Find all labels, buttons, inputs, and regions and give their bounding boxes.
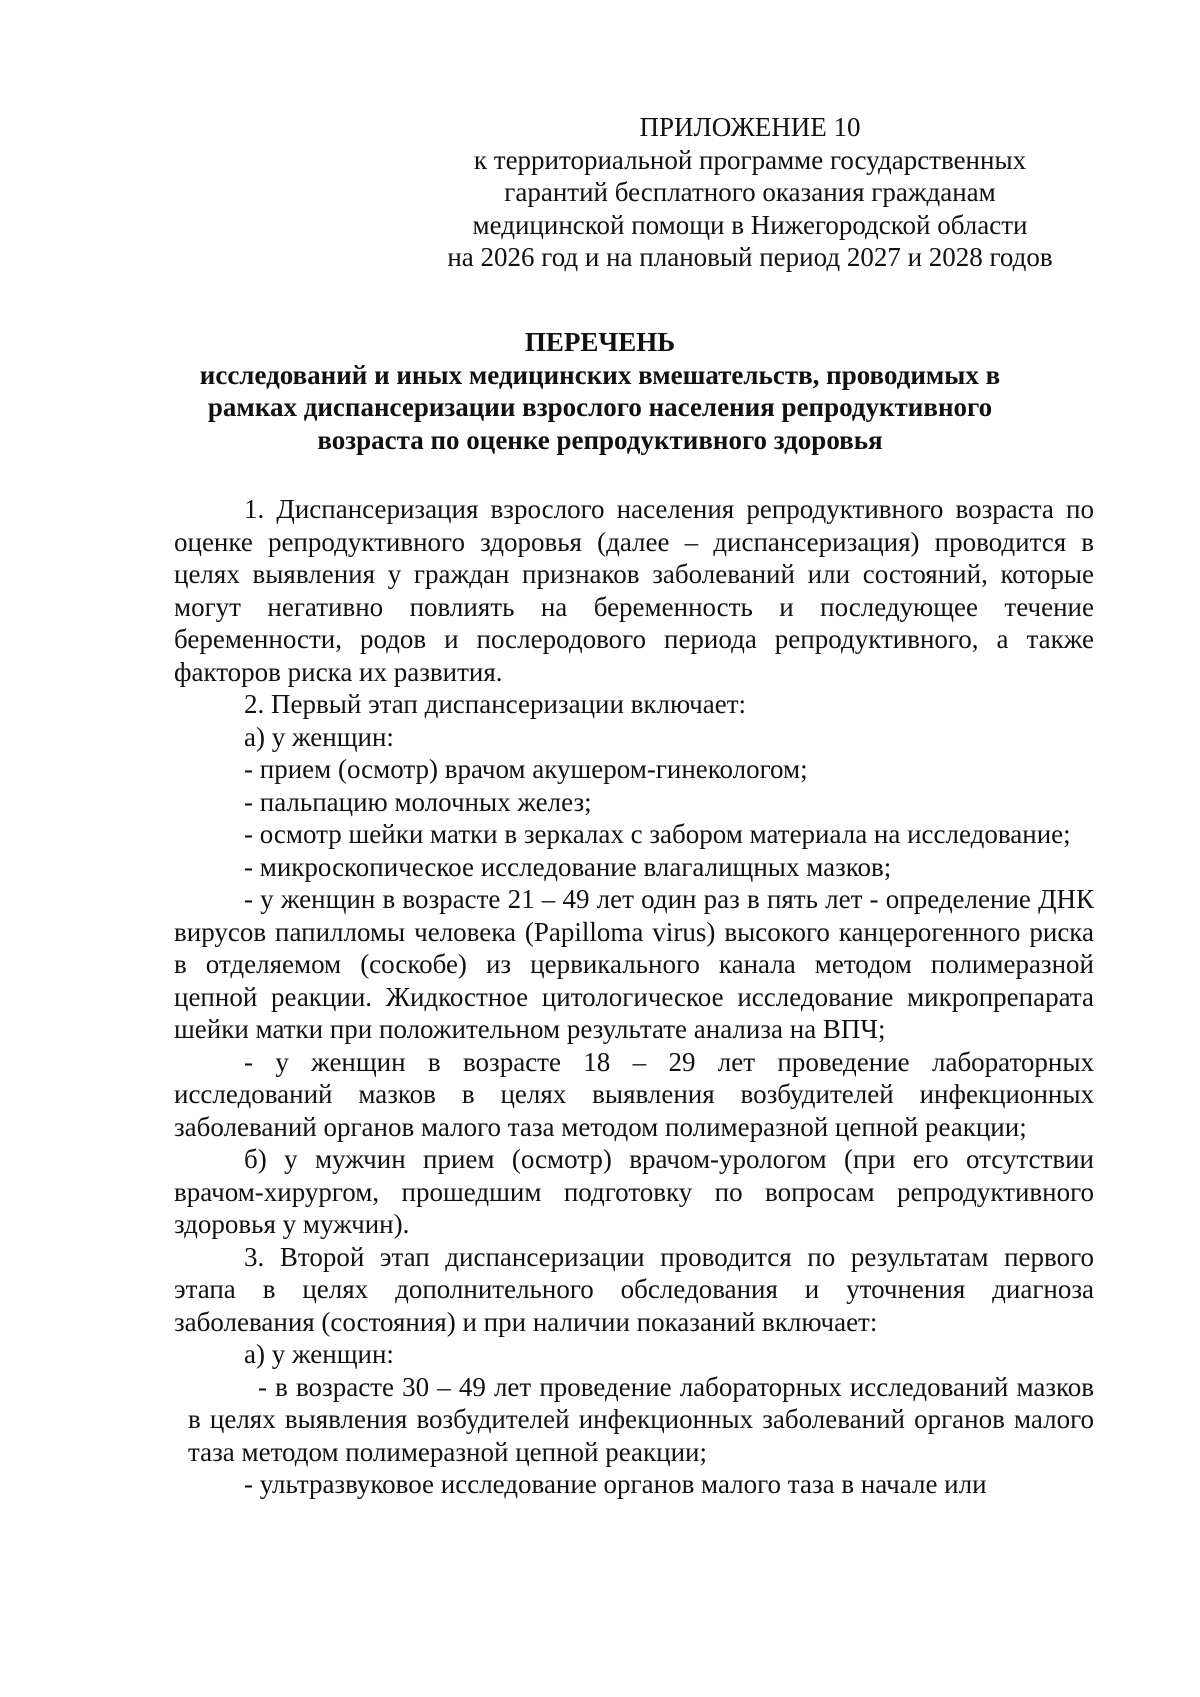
appendix-line: на 2026 год и на плановый период 2027 и 2028 годов (447, 242, 1053, 272)
heading-line: возраста по оценке репродуктивного здоровья (317, 424, 883, 455)
list-item: - ультразвуковое исследование органов малого таза в начале или (244, 1469, 987, 1499)
appendix-line: гарантий бесплатного оказания гражданам (504, 177, 996, 207)
list-item: - пальпацию молочных желез; (244, 786, 592, 817)
list-item: - у женщин в возрасте 18 – 29 лет проведение лабораторных исследований мазков в целях выявления возбудителей инфекционных заболеваний органов малого таза методом полимеразной цепной реакции; (174, 1046, 1094, 1142)
appendix-title: ПРИЛОЖЕНИЕ 10 (639, 112, 861, 142)
heading-title: ПЕРЕЧЕНЬ (524, 327, 676, 357)
paragraph-item-2: 2. Первый этап диспансеризации включает: (244, 689, 746, 719)
heading-line: исследований и иных медицинских вмешательств, проводимых в (199, 359, 1001, 390)
list-item: - осмотр шейки матки в зеркалах с забором материала на исследование; (244, 819, 1071, 849)
document-heading (190, 326, 1010, 456)
paragraph-item-3: 3. Второй этап диспансеризации проводится по результатам первого этапа в целях дополнительного обследования и уточнения диагноза заболевания (состояния) и при наличии показаний включает: (174, 1241, 1094, 1337)
document-body (174, 493, 1094, 1501)
subitem-men: б) у мужчин прием (осмотр) врачом-урологом (при его отсутствии врачом-хирургом, прошедшим подготовку по вопросам репродуктивного здоровья у мужчин). (174, 1144, 1094, 1239)
list-item: - прием (осмотр) врачом акушером-гинекологом; (244, 754, 808, 784)
appendix-header (430, 111, 1070, 274)
list-item: - микроскопическое исследование влагалищных мазков; (244, 851, 892, 882)
list-item: - в возрасте 30 – 49 лет проведение лабораторных исследований мазков в целях выявления возбудителей инфекционных заболеваний органов малого таза методом полимеразной цепной реакции; (188, 1371, 1094, 1467)
subitem-women: а) у женщин: (244, 721, 394, 752)
appendix-line: медицинской помощи в Нижегородской области (472, 209, 1028, 240)
subitem-women: а) у женщин: (244, 1339, 394, 1369)
list-item: - у женщин в возрасте 21 – 49 лет один раз в пять лет - определение ДНК вирусов папилломы человека (Papilloma virus) высокого канцерогенного риска в отделяемом (соскобе) из цервикального канала методом полимеразной цепной реакции. Жидкостное цитологическое исследование микропрепарата шейки матки при положительном результате анализа на ВПЧ; (174, 884, 1094, 1044)
paragraph-item-1: 1. Диспансеризация взрослого населения репродуктивного возраста по оценке репродуктивного здоровья (далее – диспансеризация) проводится в целях выявления у граждан признаков заболеваний или состояний, которые могут негативно повлиять на беременность и последующее течение беременности, родов и послеродового периода репродуктивного, а также факторов риска их развития. (174, 494, 1094, 687)
appendix-line: к территориальной программе государственных (473, 144, 1027, 175)
heading-line: рамках диспансеризации взрослого населения репродуктивного (207, 392, 993, 422)
